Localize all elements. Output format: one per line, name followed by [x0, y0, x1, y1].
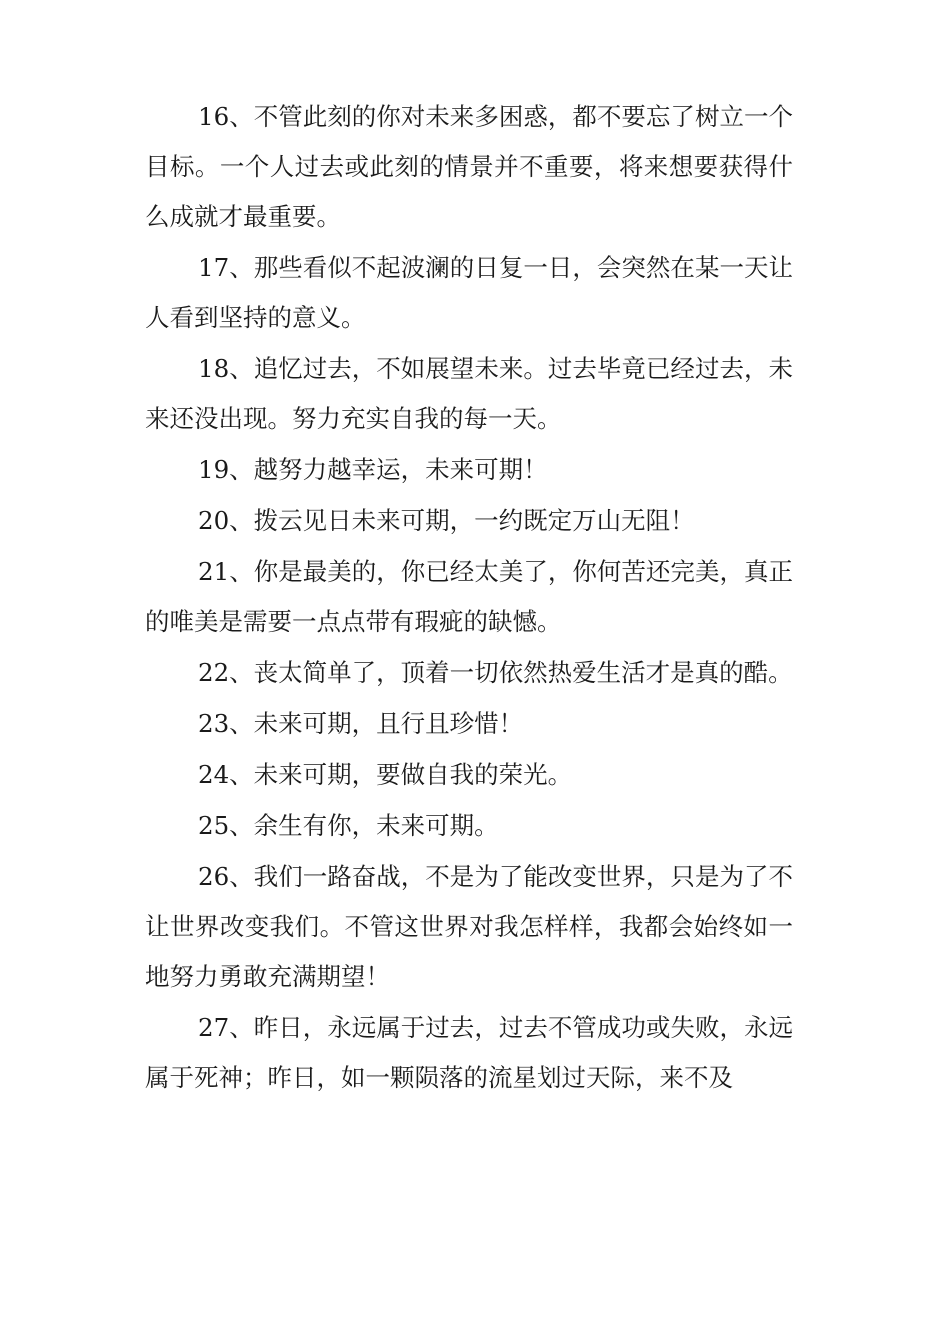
paragraph-21: 21、你是最美的，你已经太美了，你何苦还完美，真正的唯美是需要一点点带有瑕疵的缺憾。 [145, 557, 793, 636]
paragraph-23: 23、未来可期，且行且珍惜！ [198, 709, 524, 738]
paragraph-20: 20、拨云见日未来可期，一约既定万山无阻！ [198, 506, 695, 535]
paragraph-18: 18、追忆过去，不如展望未来。过去毕竟已经过去，未来还没出现。努力充实自我的每一天。 [145, 354, 793, 433]
paragraph-24: 24、未来可期，要做自我的荣光。 [198, 760, 573, 789]
document-body [145, 92, 793, 1104]
paragraph-16: 16、不管此刻的你对未来多困惑，都不要忘了树立一个目标。一个人过去或此刻的情景并不重要，将来想要获得什么成就才最重要。 [145, 102, 793, 231]
paragraph-19: 19、越努力越幸运，未来可期！ [198, 455, 548, 484]
paragraph-22: 22、丧太简单了，顶着一切依然热爱生活才是真的酷。 [198, 658, 793, 687]
paragraph-26: 26、我们一路奋战，不是为了能改变世界，只是为了不让世界改变我们。不管这世界对我怎样样，我都会始终如一地努力勇敢充满期望！ [145, 862, 793, 991]
paragraph-27: 27、昨日，永远属于过去，过去不管成功或失败，永远属于死神；昨日，如一颗陨落的流星划过天际，来不及 [145, 1013, 793, 1092]
paragraph-25: 25、余生有你，未来可期。 [198, 811, 499, 840]
paragraph-17: 17、那些看似不起波澜的日复一日，会突然在某一天让人看到坚持的意义。 [145, 253, 793, 332]
